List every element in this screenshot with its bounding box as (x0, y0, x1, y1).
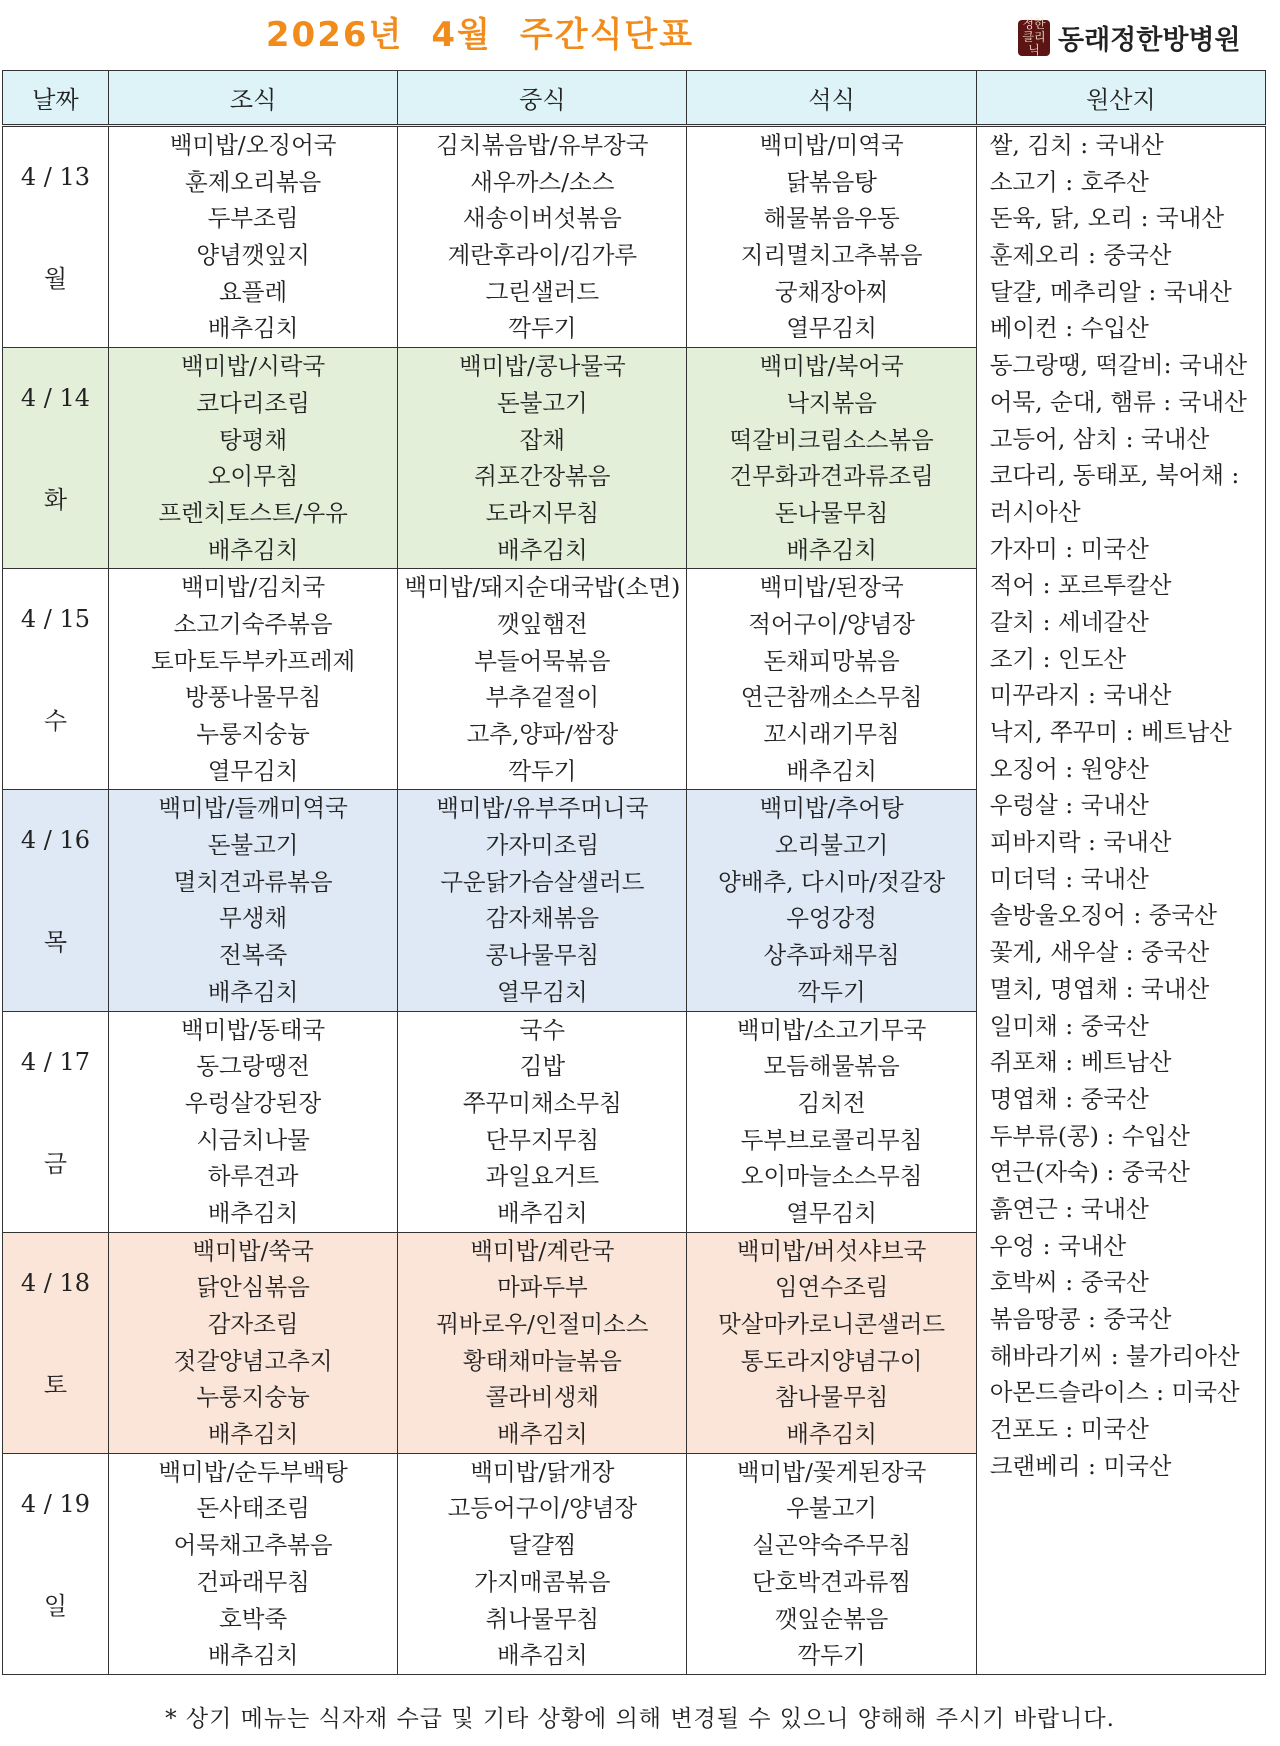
origin-item: 꽃게, 새우살 : 중국산 (989, 938, 1210, 967)
menu-item: 백미밥/된장국 (759, 573, 904, 602)
menu-item: 건무화과견과류조림 (729, 462, 934, 491)
hospital-logo (1018, 18, 1241, 57)
menu-item: 국수 (519, 1015, 566, 1044)
menu-item: 백미밥/버섯샤브국 (736, 1236, 927, 1265)
menu-item: 어묵채고추볶음 (173, 1531, 333, 1560)
menu-item: 백미밥/미역국 (759, 131, 904, 159)
menu-item: 부들어묵볶음 (474, 646, 611, 675)
lunch-cell (398, 126, 687, 348)
day-date: 4 / 15 (20, 605, 91, 634)
origin-item: 볶음땅콩 : 중국산 (989, 1305, 1172, 1333)
origin-item: 아몬드슬라이스 : 미국산 (989, 1378, 1240, 1407)
menu-item: 우엉강정 (786, 904, 878, 933)
menu-item: 백미밥/소고기무국 (736, 1015, 927, 1044)
origin-item: 쥐포채 : 베트남산 (989, 1048, 1172, 1077)
menu-item: 통도라지양념구이 (740, 1346, 923, 1375)
origin-item: 두부류(콩) : 수입산 (989, 1121, 1190, 1150)
menu-item: 훈제오리볶음 (185, 167, 322, 196)
origin-item: 우렁살 : 국내산 (989, 791, 1149, 820)
menu-item: 깻잎햄전 (496, 609, 588, 638)
menu-item: 배추김치 (496, 1198, 588, 1227)
origin-item: 우엉 : 국내산 (989, 1231, 1127, 1260)
menu-item: 취나물무침 (485, 1604, 600, 1633)
origin-item: 오징어 : 원양산 (989, 754, 1149, 783)
menu-item: 열무김치 (786, 1198, 878, 1227)
menu-item: 깍두기 (508, 756, 577, 785)
menu-item: 돈불고기 (207, 831, 299, 860)
menu-item: 참나물무침 (774, 1383, 889, 1412)
menu-item: 백미밥/들깨미역국 (158, 794, 348, 823)
dinner-cell (687, 348, 976, 569)
col-header-lunch: 중식 (398, 71, 687, 126)
menu-item: 깻잎순볶음 (774, 1604, 889, 1633)
menu-item: 백미밥/쑥국 (192, 1236, 314, 1265)
origin-item: 낙지, 쭈꾸미 : 베트남산 (989, 718, 1232, 746)
origin-item: 일미채 : 중국산 (989, 1011, 1149, 1040)
dinner-cell (687, 1011, 976, 1232)
menu-item: 김밥 (519, 1052, 566, 1081)
menu-item: 열무김치 (207, 756, 299, 785)
day-of-week: 일 (43, 1591, 68, 1620)
origin-item: 동그랑땡, 떡갈비: 국내산 (989, 351, 1248, 380)
origin-item: 훈제오리 : 중국산 (989, 241, 1172, 270)
menu-item: 배추김치 (786, 1420, 878, 1449)
origin-item: 크랜베리 : 미국산 (989, 1451, 1172, 1480)
breakfast-cell (108, 790, 397, 1011)
menu-item: 깍두기 (508, 314, 577, 343)
day-date: 4 / 19 (20, 1489, 91, 1518)
menu-item: 양념깻잎지 (196, 241, 310, 270)
dinner-cell (687, 1453, 976, 1674)
menu-item: 단무지무침 (485, 1125, 600, 1154)
menu-item: 콜라비생채 (485, 1383, 600, 1412)
menu-item: 적어구이/양념장 (748, 609, 916, 638)
menu-item: 건파래무침 (196, 1567, 310, 1596)
menu-item: 모듬해물볶음 (763, 1052, 900, 1081)
origin-item: 러시아산 (989, 497, 1081, 526)
title-label: 주간식단표 (519, 15, 695, 55)
menu-item: 배추김치 (207, 1198, 299, 1227)
day-of-week: 화 (43, 486, 68, 515)
menu-item: 배추김치 (786, 756, 878, 785)
origin-item: 흙연근 : 국내산 (989, 1194, 1149, 1223)
menu-item: 백미밥/김치국 (181, 573, 326, 602)
menu-item: 고등어구이/양념장 (447, 1494, 638, 1523)
origin-item: 코다리, 동태포, 북어채 : (989, 461, 1240, 490)
breakfast-cell (108, 348, 397, 569)
day-date: 4 / 14 (20, 384, 91, 413)
menu-item: 배추김치 (207, 977, 299, 1006)
menu-item: 마파두부 (496, 1273, 588, 1302)
day-cell (3, 126, 109, 348)
dinner-cell (687, 790, 976, 1011)
lunch-cell (398, 1453, 687, 1674)
menu-item: 쭈꾸미채소무침 (462, 1088, 622, 1117)
menu-item: 해물볶음우동 (763, 204, 900, 233)
menu-item: 돈사태조림 (196, 1494, 310, 1523)
menu-item: 임연수조림 (774, 1273, 889, 1302)
menu-item: 궁채장아찌 (774, 277, 889, 306)
title-year: 2026년 (265, 15, 404, 55)
origin-item: 달걀, 메추리알 : 국내산 (989, 277, 1232, 306)
menu-item: 오이무침 (207, 462, 299, 491)
lunch-cell (398, 1011, 687, 1232)
col-header-date: 날짜 (3, 71, 109, 126)
breakfast-cell (108, 126, 397, 348)
menu-item: 토마토두부카프레제 (150, 646, 356, 675)
menu-item: 그린샐러드 (485, 277, 600, 306)
menu-item: 돈나물무침 (774, 498, 889, 527)
origin-item: 해바라기씨 : 불가리아산 (989, 1341, 1240, 1370)
origin-item: 피바지락 : 국내산 (989, 828, 1172, 857)
origin-cell (976, 126, 1265, 1675)
menu-item: 황태채마늘볶음 (462, 1346, 622, 1375)
menu-item: 탕평채 (219, 425, 288, 454)
menu-item: 소고기숙주볶음 (173, 609, 333, 638)
menu-item: 양배추, 다시마/젓갈장 (718, 867, 946, 896)
menu-item: 배추김치 (207, 535, 299, 564)
menu-item: 부추겉절이 (485, 683, 600, 712)
origin-item: 소고기 : 호주산 (989, 167, 1149, 196)
col-header-dinner: 석식 (687, 71, 976, 126)
menu-item: 달걀찜 (508, 1531, 577, 1560)
day-cell (3, 1011, 109, 1232)
menu-item: 우불고기 (786, 1494, 878, 1523)
breakfast-cell (108, 569, 397, 790)
table-header-row (3, 71, 1266, 126)
origin-item: 명엽채 : 중국산 (989, 1084, 1149, 1113)
menu-item: 멸치견과류볶음 (173, 867, 333, 896)
day-cell (3, 348, 109, 569)
menu-item: 돈불고기 (496, 388, 588, 417)
origin-item: 고등어, 삼치 : 국내산 (989, 424, 1210, 453)
day-of-week: 월 (43, 265, 68, 293)
menu-item: 실곤약숙주무침 (752, 1531, 912, 1560)
menu-item: 오리불고기 (774, 831, 889, 860)
menu-item: 깍두기 (797, 977, 866, 1006)
origin-item: 조기 : 인도산 (989, 644, 1127, 673)
menu-item: 백미밥/계란국 (470, 1236, 615, 1265)
footnote: * 상기 메뉴는 식자재 수급 및 기타 상황에 의해 변경될 수 있으니 양해해 주시기 바랍니다. (165, 1706, 1115, 1732)
menu-item: 떡갈비크림소스볶음 (729, 425, 934, 454)
menu-item: 열무김치 (496, 977, 588, 1006)
menu-item: 고추,양파/쌈장 (466, 720, 619, 748)
menu-item: 과일요거트 (485, 1162, 600, 1191)
day-cell (3, 1453, 109, 1674)
menu-item: 맛살마카로니콘샐러드 (718, 1310, 946, 1338)
menu-item: 배추김치 (786, 535, 878, 564)
menu-item: 상추파채무침 (763, 941, 900, 970)
breakfast-cell (108, 1011, 397, 1232)
day-cell (3, 1232, 109, 1453)
menu-item: 오이마늘소스무침 (740, 1162, 923, 1191)
menu-item: 방풍나물무침 (185, 683, 322, 712)
origin-item: 멸치, 명엽채 : 국내산 (989, 974, 1210, 1003)
menu-item: 열무김치 (786, 314, 878, 343)
day-of-week: 수 (43, 707, 68, 736)
menu-item: 백미밥/순두부백탕 (158, 1457, 348, 1486)
weekly-menu-table (2, 70, 1266, 1675)
menu-item: 요플레 (219, 277, 288, 306)
menu-item: 돈채피망볶음 (763, 646, 900, 675)
origin-item: 호박씨 : 중국산 (989, 1268, 1149, 1297)
day-of-week: 금 (43, 1149, 68, 1178)
menu-item: 구운닭가슴살샐러드 (440, 867, 645, 896)
menu-item: 배추김치 (207, 1641, 299, 1670)
menu-item: 시금치나물 (196, 1125, 310, 1154)
menu-item: 프렌치토스트/우유 (158, 498, 348, 527)
menu-item: 계란후라이/김가루 (447, 241, 638, 270)
menu-item: 꼬시래기무침 (763, 720, 900, 748)
seal-icon: 정한 클리닉 (1018, 20, 1050, 56)
day-cell (3, 790, 109, 1011)
menu-item: 백미밥/콩나물국 (458, 352, 626, 381)
lunch-cell (398, 790, 687, 1011)
menu-item: 누룽지숭늉 (196, 720, 310, 748)
origin-item: 가자미 : 미국산 (989, 534, 1149, 563)
origin-item: 어묵, 순대, 햄류 : 국내산 (989, 387, 1247, 416)
origin-item: 솔방울오징어 : 중국산 (989, 901, 1217, 930)
menu-item: 백미밥/유부주머니국 (436, 794, 649, 823)
menu-item: 백미밥/시락국 (181, 352, 326, 381)
day-cell (3, 569, 109, 790)
menu-item: 배추김치 (207, 1420, 299, 1449)
menu-item: 감자채볶음 (485, 904, 600, 933)
day-date: 4 / 16 (20, 826, 91, 855)
menu-item: 누룽지숭늉 (196, 1383, 310, 1412)
dinner-cell (687, 126, 976, 348)
hospital-name: 동래정한방병원 (1058, 25, 1241, 56)
origin-item: 베이컨 : 수입산 (989, 314, 1149, 343)
menu-item: 콩나물무침 (485, 941, 600, 970)
menu-item: 배추김치 (207, 314, 299, 343)
menu-item: 두부조림 (207, 204, 299, 233)
breakfast-cell (108, 1232, 397, 1453)
menu-item: 김치전 (797, 1088, 866, 1117)
breakfast-cell (108, 1453, 397, 1674)
menu-item: 낙지볶음 (786, 388, 878, 417)
lunch-cell (398, 569, 687, 790)
origin-item: 미꾸라지 : 국내산 (989, 681, 1172, 710)
day-date: 4 / 18 (20, 1268, 91, 1297)
dinner-cell (687, 569, 976, 790)
menu-item: 백미밥/오징어국 (169, 131, 337, 159)
menu-item: 도라지무침 (485, 498, 600, 527)
menu-item: 동그랑땡전 (196, 1052, 310, 1081)
origin-item: 갈치 : 세네갈산 (989, 607, 1149, 636)
menu-item: 백미밥/동태국 (181, 1015, 326, 1044)
table-row (3, 126, 1266, 348)
menu-item: 백미밥/추어탕 (759, 794, 904, 823)
origin-item: 미더덕 : 국내산 (989, 864, 1149, 893)
menu-item: 배추김치 (496, 1641, 588, 1670)
menu-item: 전복죽 (219, 941, 288, 970)
menu-item: 우렁살강된장 (185, 1088, 322, 1117)
title-month: 4월 (431, 15, 492, 55)
menu-item: 배추김치 (496, 535, 588, 564)
menu-item: 가지매콤볶음 (474, 1567, 611, 1596)
menu-item: 가자미조림 (485, 831, 600, 860)
menu-item: 두부브로콜리무침 (740, 1125, 923, 1154)
menu-item: 쥐포간장볶음 (474, 462, 611, 491)
menu-item: 꿔바로우/인절미소스 (436, 1310, 649, 1338)
menu-item: 호박죽 (219, 1604, 288, 1633)
menu-item: 닭안심볶음 (196, 1273, 310, 1302)
page-title (0, 6, 960, 64)
menu-item: 감자조림 (207, 1310, 299, 1338)
day-date: 4 / 17 (20, 1047, 91, 1076)
origin-item: 쌀, 김치 : 국내산 (989, 131, 1164, 159)
origin-item: 돈육, 닭, 오리 : 국내산 (989, 204, 1225, 233)
dinner-cell (687, 1232, 976, 1453)
lunch-cell (398, 1232, 687, 1453)
menu-item: 하루견과 (207, 1162, 299, 1191)
day-of-week: 목 (43, 928, 68, 957)
menu-item: 단호박견과류찜 (752, 1567, 912, 1596)
menu-item: 무생채 (219, 904, 288, 933)
menu-item: 새송이버섯볶음 (462, 204, 622, 233)
origin-item: 건포도 : 미국산 (989, 1415, 1149, 1444)
menu-item: 젓갈양념고추지 (173, 1346, 333, 1375)
menu-item: 코다리조림 (196, 388, 310, 417)
col-header-breakfast: 조식 (108, 71, 397, 126)
lunch-cell (398, 348, 687, 569)
day-date: 4 / 13 (20, 163, 91, 191)
day-of-week: 토 (43, 1370, 68, 1399)
menu-item: 백미밥/꽃게된장국 (736, 1457, 927, 1486)
menu-item: 깍두기 (797, 1641, 866, 1670)
menu-item: 닭볶음탕 (786, 167, 878, 196)
menu-item: 연근참깨소스무침 (740, 683, 923, 712)
col-header-origin: 원산지 (976, 71, 1265, 126)
menu-item: 김치볶음밥/유부장국 (436, 131, 649, 159)
origin-item: 적어 : 포르투칼산 (989, 571, 1172, 600)
menu-item: 백미밥/북어국 (759, 352, 904, 381)
menu-item: 백미밥/닭개장 (470, 1457, 615, 1486)
menu-item: 잡채 (519, 425, 566, 454)
origin-item: 연근(자숙) : 중국산 (989, 1158, 1190, 1187)
menu-item: 지리멸치고추볶음 (740, 241, 923, 270)
menu-item: 배추김치 (496, 1420, 588, 1449)
menu-item: 새우까스/소스 (470, 167, 615, 196)
menu-item: 백미밥/돼지순대국밥(소면) (404, 573, 681, 602)
